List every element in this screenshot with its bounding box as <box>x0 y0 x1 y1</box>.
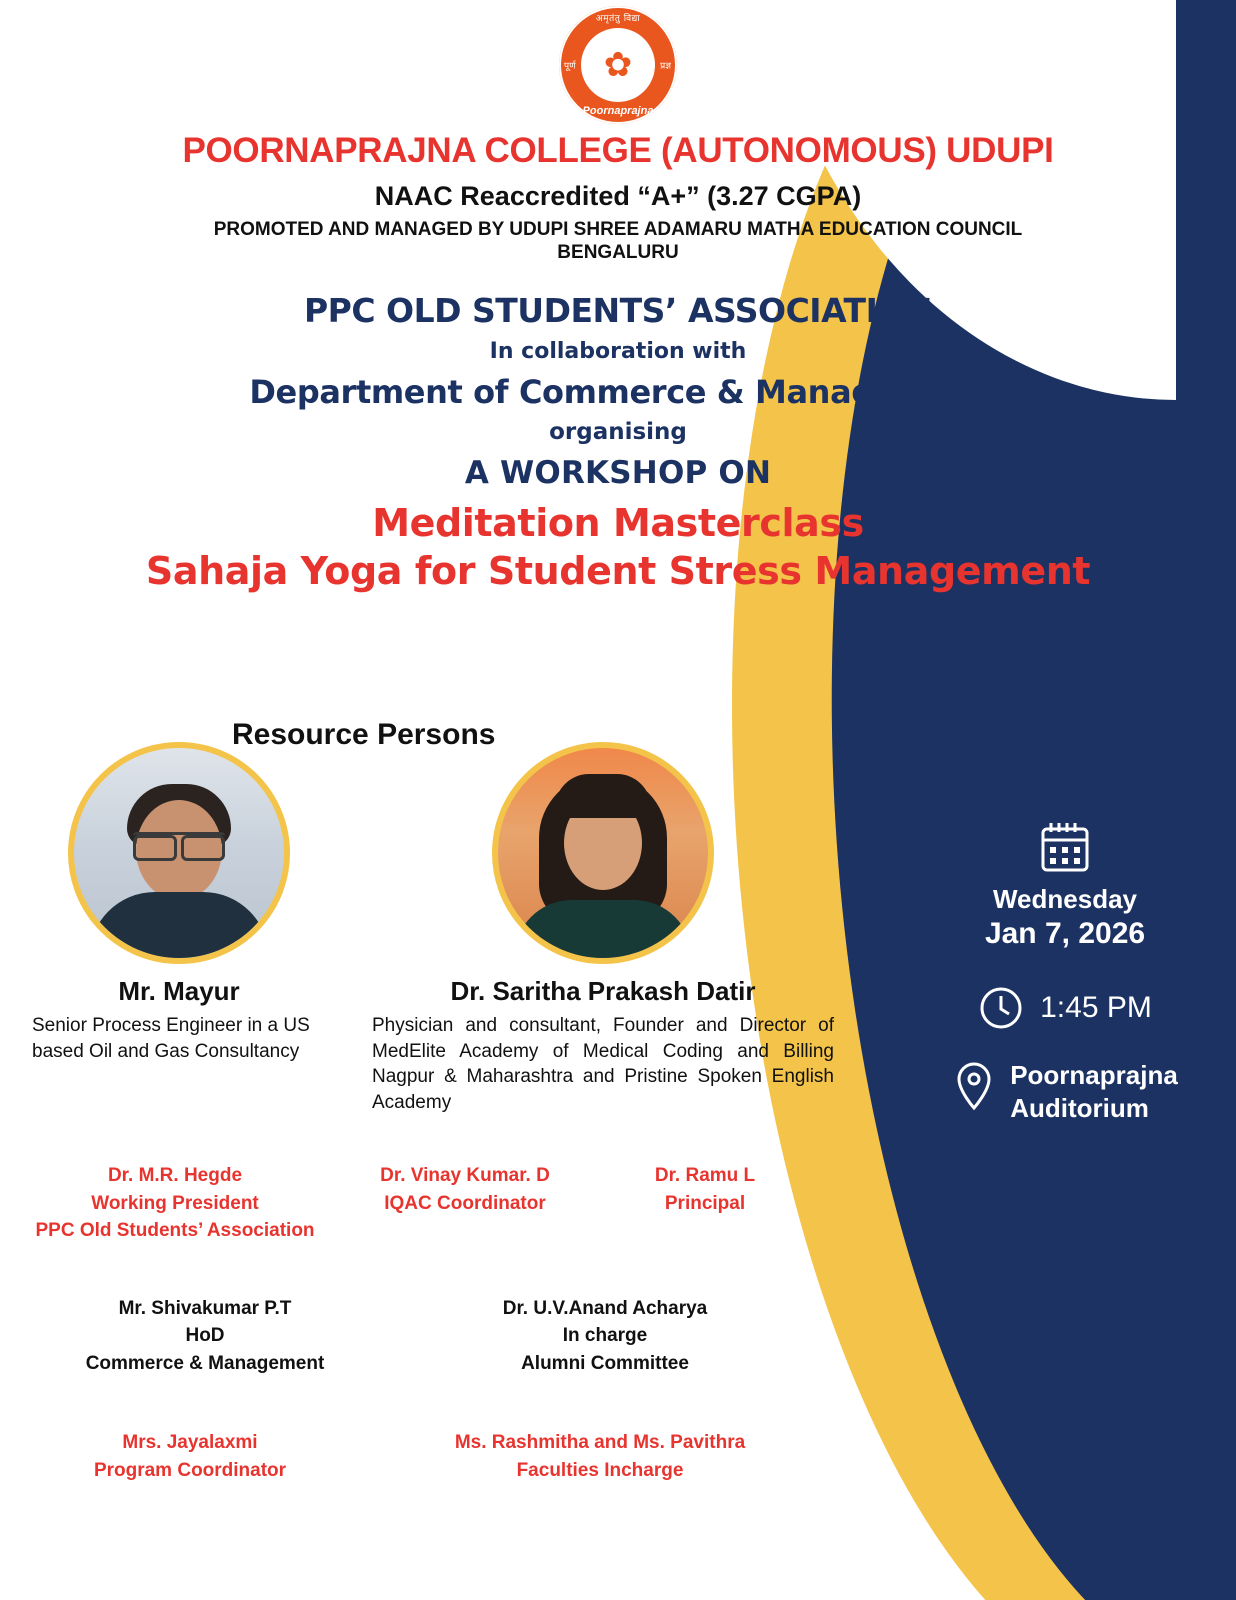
credit-role-1: IQAC Coordinator <box>384 1192 546 1214</box>
logo-right-text: प्रज्ञ <box>660 60 671 71</box>
location-pin-icon <box>952 1059 996 1111</box>
workshop-title-line2: Sahaja Yoga for Student Stress Management <box>145 549 1091 593</box>
organiser-association: PPC OLD STUDENTS’ ASSOCIATION <box>303 291 933 330</box>
college-name: POORNAPRAJNA COLLEGE (AUTONOMOUS) UDUPI <box>182 131 1054 170</box>
event-details <box>940 820 1190 1124</box>
credits-row-2 <box>0 1295 830 1378</box>
college-logo <box>559 6 677 124</box>
event-time: 1:45 PM <box>1040 991 1152 1025</box>
credit-name: Dr. M.R. Hegde <box>107 1165 243 1186</box>
event-date: Jan 7, 2026 <box>984 917 1146 951</box>
avatar-glasses <box>133 832 225 855</box>
collaboration-label: In collaboration with <box>489 339 747 364</box>
credit-role-2: Alumni Committee <box>521 1352 689 1374</box>
workshop-title-line1: Meditation Masterclass <box>372 501 864 545</box>
credit-name: Dr. U.V.Anand Acharya <box>502 1297 708 1319</box>
credit-role-2: PPC Old Students’ Association <box>35 1220 315 1242</box>
avatar-body <box>514 900 692 958</box>
credit-item <box>375 1429 825 1484</box>
resource-person-1 <box>24 742 334 1064</box>
resource-person-2 <box>368 742 838 1116</box>
event-venue <box>1010 1059 1178 1124</box>
resource-persons-label: Resource Persons <box>232 718 496 751</box>
resource-person-2-name: Dr. Saritha Prakash Datir <box>450 976 756 1006</box>
event-time-row <box>940 985 1190 1031</box>
venue-line-1: Poornaprajna <box>1010 1060 1178 1091</box>
clock-icon <box>978 985 1024 1031</box>
credit-role-1: Program Coordinator <box>93 1459 287 1481</box>
venue-line-2: Auditorium <box>1010 1092 1149 1123</box>
logo-container <box>0 6 1236 124</box>
promoted-by-line1: PROMOTED AND MANAGED BY UDUPI SHREE ADAMARU MATHA EDUCATION COUNCIL <box>213 218 1023 240</box>
credit-role-1: HoD <box>185 1325 225 1347</box>
credit-item <box>340 1162 590 1245</box>
organising-label: organising <box>549 419 687 445</box>
credit-role-2: Commerce & Management <box>85 1352 325 1374</box>
credit-role-1: Principal <box>664 1192 746 1214</box>
credit-role-1: Faculties Incharge <box>516 1459 684 1481</box>
avatar-fringe <box>555 774 651 818</box>
credit-name: Mrs. Jayalaxmi <box>122 1432 258 1454</box>
credits-row-3 <box>0 1429 830 1484</box>
event-day: Wednesday <box>992 884 1137 914</box>
avatar-body <box>89 892 269 958</box>
logo-left-text: पूर्ण <box>564 60 576 71</box>
credit-role-1: In charge <box>562 1325 648 1347</box>
naac-accreditation: NAAC Reaccredited “A+” (3.27 CGPA) <box>374 180 862 211</box>
department-name: Department of Commerce & Management <box>249 373 987 411</box>
promoted-by-line2: BENGALURU <box>557 242 679 264</box>
resource-person-1-photo <box>68 742 290 964</box>
logo-top-text: अमृतंतु विद्या <box>595 14 641 24</box>
logo-bottom-text: Poornaprajna <box>582 105 654 117</box>
credit-name: Mr. Shivakumar P.T <box>118 1297 292 1319</box>
credits-section <box>0 1162 830 1484</box>
credits-row-1 <box>0 1162 830 1245</box>
calendar-icon <box>1039 820 1091 874</box>
resource-person-1-description: Senior Process Engineer in a US based Oil and Gas Consultancy <box>32 1015 310 1062</box>
resource-person-2-description: Physician and consultant, Founder and Director of MedElite Academy of Medical Coding and Billing Nagpur & Maharashtra and Pristine Spoken English Academy <box>372 1015 834 1113</box>
credit-item <box>15 1295 395 1378</box>
resource-person-2-photo <box>492 742 714 964</box>
credit-item <box>10 1162 340 1245</box>
lotus-emblem-icon: ✿ <box>581 28 655 102</box>
credit-name: Dr. Vinay Kumar. D <box>380 1165 550 1186</box>
credit-name: Dr. Ramu L <box>654 1165 756 1186</box>
resource-person-1-name: Mr. Mayur <box>118 976 240 1006</box>
credit-item <box>590 1162 820 1245</box>
credit-item <box>5 1429 375 1484</box>
workshop-label: A WORKSHOP ON <box>464 455 772 491</box>
credit-name: Ms. Rashmitha and Ms. Pavithra <box>454 1432 746 1454</box>
event-venue-row <box>940 1059 1190 1124</box>
credit-item <box>395 1295 815 1378</box>
credit-role-1: Working President <box>91 1192 259 1214</box>
